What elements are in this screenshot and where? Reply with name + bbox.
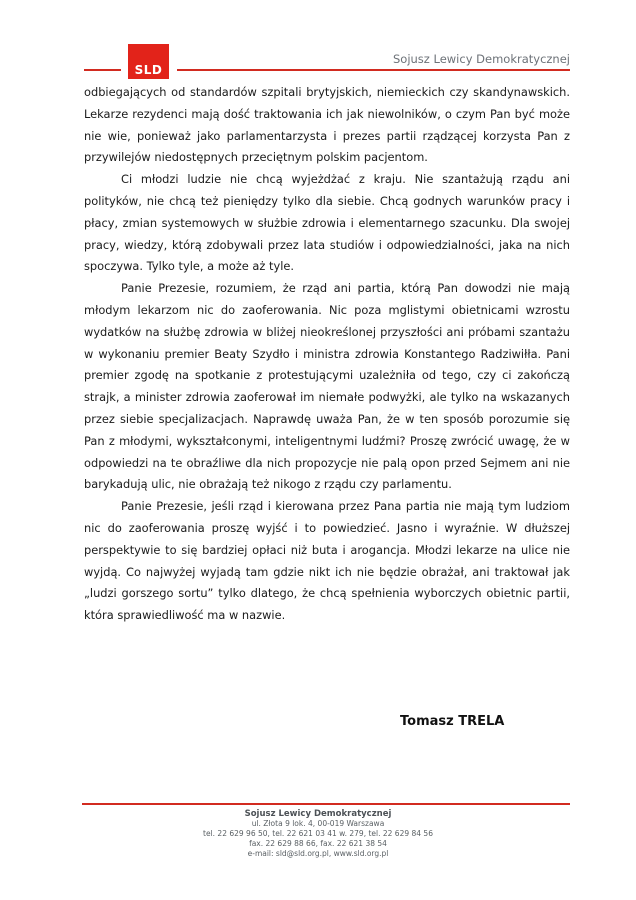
header-rule-left [84,69,121,71]
sld-logo-text: SLD [134,63,163,77]
letter-paragraph: Panie Prezesie, rozumiem, że rząd ani partia, którą Pan dowodzi nie mają młodym lekarzom nic do zaoferowania. Nic poza mglistymi obietnicami wzrostu wydatków na służbę zdrowia w bliżej nieokreślonej przyszłości ani próbami szantażu w wykonaniu premier Beaty Szydło i ministra zdrowia Konstantego Radziwiłła. Pani premier zgodę na spotkanie z protestującymi uzależniła od tego, czy ci zakończą strajk, a minister zdrowia zaoferował im niemałe podwyżki, ale tylko na wskazanych przez siebie specjalizacjach. Naprawdę uważa Pan, że w ten sposób porozumie się Pan z młodymi, wykształconymi, inteligentnymi ludźmi? Proszę zwrócić uwagę, że w odpowiedzi na te obraźliwe dla nich propozycje nie palą opon przed Sejmem ani nie barykadują ulic, nie obrażają też nikogo z rządu czy parlamentu. [84,281,570,492]
footer-address: ul. Złota 9 lok. 4, 00-019 Warszawa [251,819,385,828]
letter-paragraph: odbiegających od standardów szpitali brytyjskich, niemieckich czy skandynawskich. Lekarze rezydenci mają dość traktowania ich jak niewolników, o czym Pan być może nie wie, ponieważ jako parlamentarzysta i prezes partii rządzącej korzysta Pan z przywilejów niedostępnych przeciętnym polskim pacjentom. [84,85,570,165]
sld-logo [128,44,169,79]
footer [0,809,636,859]
footer-org-name: Sojusz Lewicy Demokratycznej [244,809,392,819]
letter-paragraph: Ci młodzi ludzie nie chcą wyjeżdżać z kraju. Nie szantażują rządu ani polityków, nie chcą też pieniędzy tylko dla siebie. Chcą godnych warunków pracy i płacy, zmian systemowych w służbie zdrowia i elementarnego szacunku. Dla swojej pracy, wiedzy, którą zdobywali przez lata studiów i odpowiedzialności, jaka na nich spoczywa. Tylko tyle, a może aż tyle. [84,172,570,274]
header-rule-right [177,69,570,71]
signature-name: Tomasz TRELA [400,714,505,729]
letter-paragraph: Panie Prezesie, jeśli rząd i kierowana przez Pana partia nie mają tym ludziom nic do zaoferowania proszę wyjść i to powiedzieć. Jasno i wyraźnie. W dłuższej perspektywie to się bardziej opłaci niż buta i arogancja. Młodzi lekarze na ulice nie wyjdą. Co najwyżej wyjadą tam gdzie nikt ich nie będzie obrażał, ani traktował jak „ludzi gorszego sortu” tylko dlatego, że chcą spełnienia wyborczych obietnic partii, która sprawiedliwość ma w nazwie. [84,499,570,623]
letter-body [84,82,570,627]
footer-rule [82,803,570,805]
footer-phones: tel. 22 629 96 50, tel. 22 621 03 41 w. 279, tel. 22 629 84 56 [203,829,433,838]
footer-email-web: e-mail: sld@sld.org.pl, www.sld.org.pl [247,849,389,858]
header-org-name: Sojusz Lewicy Demokratycznej [392,52,570,66]
footer-fax: fax. 22 629 88 66, fax. 22 621 38 54 [249,839,387,848]
